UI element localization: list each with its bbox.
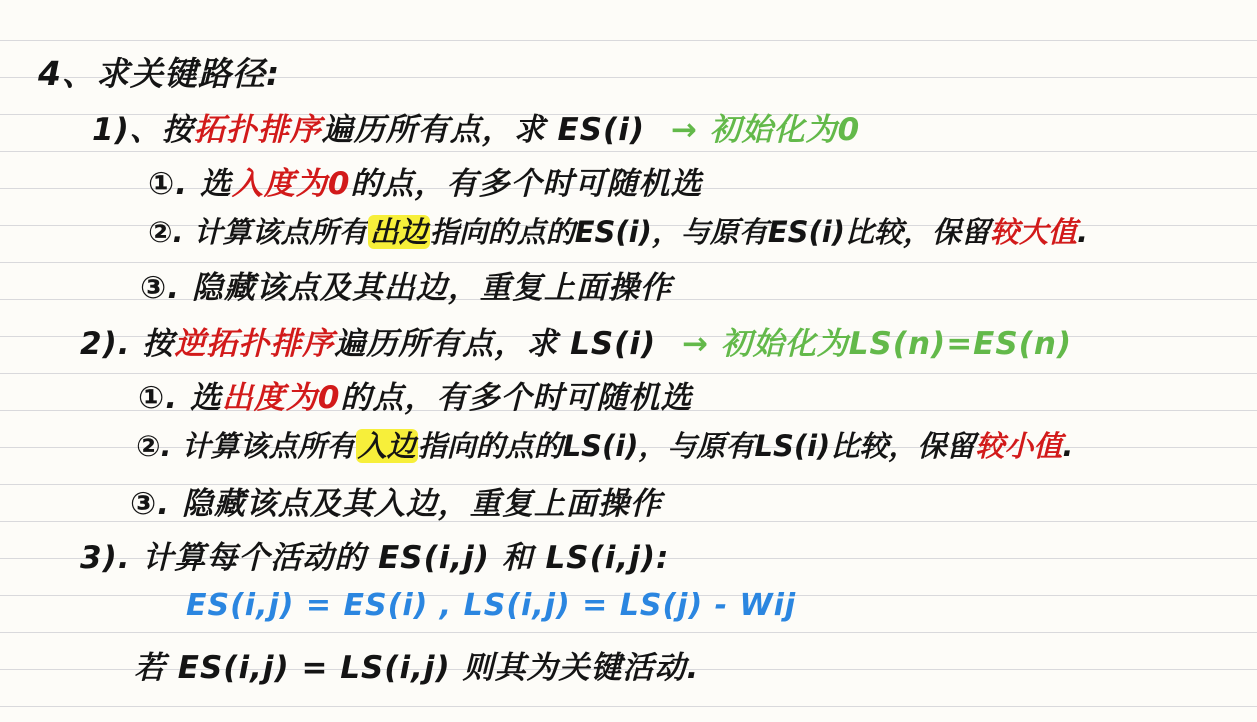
formula-text: ES(i,j) = ES(i) , LS(i,j) = LS(j) - Wij: [186, 588, 797, 623]
step-1-3: [140, 262, 672, 307]
step-1-2-prefix: ②. 计算该点所有: [148, 215, 368, 249]
step-2-2-end: .: [1062, 429, 1074, 463]
step-2-3-text: ③. 隐藏该点及其入边，重复上面操作: [130, 486, 662, 522]
step-2-1-key: 出度为0: [221, 380, 341, 416]
step-1-topo-sort: 拓扑排序: [193, 112, 322, 148]
step-1-prefix: 1)、按: [92, 112, 194, 148]
step-1-init-note: → 初始化为0: [670, 112, 861, 148]
step-2: [80, 318, 1072, 363]
step-3-text: 3). 计算每个活动的 ES(i,j) 和 LS(i,j):: [80, 540, 670, 576]
step-1-text: 遍历所有点，求 ES(i): [321, 112, 646, 148]
step-2-topo-sort: 逆拓扑排序: [174, 326, 335, 362]
step-1-2: [148, 210, 1088, 251]
step-1-2-highlight: 出边: [369, 215, 428, 249]
step-1-2-end: .: [1077, 215, 1089, 249]
formula-line: [186, 588, 796, 623]
step-1: [92, 104, 860, 149]
section-heading: [38, 48, 280, 95]
step-2-1-prefix: ①. 选: [138, 380, 222, 416]
step-1-1-prefix: ①. 选: [148, 166, 232, 202]
conclusion-line: [134, 642, 699, 687]
step-2-1-text: 的点，有多个时可随机选: [340, 380, 693, 416]
step-2-1: [138, 372, 692, 417]
step-2-2: [136, 424, 1073, 465]
step-1-2-text: 指向的点的ES(i)，与原有ES(i)比较，保留: [429, 215, 990, 249]
step-2-2-highlight: 入边: [357, 429, 416, 463]
step-2-init-note: → 初始化为LS(n)=ES(n): [681, 326, 1073, 362]
step-1-2-keep: 较大值: [989, 215, 1077, 249]
conclusion-text: 若 ES(i,j) = LS(i,j) 则其为关键活动.: [134, 650, 700, 686]
step-2-2-text: 指向的点的LS(i)，与原有LS(i)比较，保留: [417, 429, 976, 463]
step-1-3-text: ③. 隐藏该点及其出边，重复上面操作: [140, 270, 672, 306]
step-2-prefix: 2). 按: [80, 326, 175, 362]
step-2-2-keep: 较小值: [975, 429, 1063, 463]
step-1-1-key: 入度为0: [231, 166, 351, 202]
heading-text: 4、求关键路径:: [38, 54, 281, 93]
step-3: [80, 532, 669, 577]
step-1-1-text: 的点，有多个时可随机选: [350, 166, 703, 202]
step-2-2-prefix: ②. 计算该点所有: [136, 429, 356, 463]
step-2-text: 遍历所有点，求 LS(i): [334, 326, 657, 362]
step-1-1: [148, 158, 702, 203]
step-2-3: [130, 478, 662, 523]
